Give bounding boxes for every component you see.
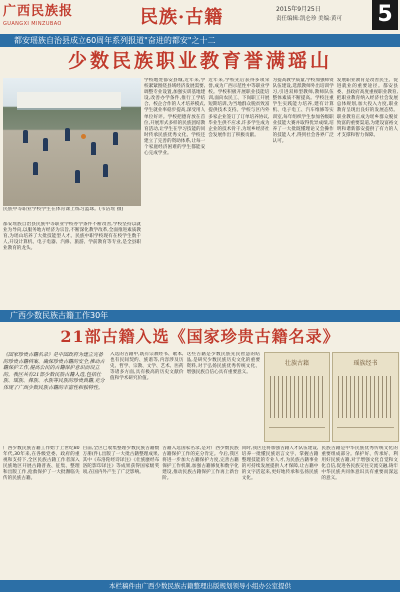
photo-caption: 民族中等职业学校学生在体育课上练习篮球。(韦洁瑶 摄) (3, 207, 124, 212)
article1-column: 发展职业教育是改善民生、促进就业的重要途径。都安县委、县政府高度重视职业教育,把职业教育纳入经济社会发展总体规划,加大投入力度,职业教育呈现出良好的发展态势。职业教育正成为瑶乡群众脱贫致富的重要渠道,为建设富裕文明和谐新都安提供了有力的人才支撑和智力保障。 (336, 78, 398, 138)
student-figure (113, 132, 118, 145)
student-figure (43, 138, 48, 151)
student-figure (33, 162, 38, 175)
article2-columns (110, 352, 260, 444)
article2-column: 入选的古籍中,既有宗教经书、歌本,也有民间契约、族谱等,内容涉及历史、哲学、宗教、文学、艺术、医药等诸多方面,具有极高的历史文献价值和学术研究价值。 (110, 352, 184, 382)
newspaper-logo (3, 3, 89, 31)
series-banner (0, 34, 400, 47)
page-edge (337, 427, 394, 428)
page-number: 5 (372, 0, 398, 30)
article1-column: 近年来,学校先后获得多项荣誉,成为广西示范性中等职业学校。学校积极开展职业技能培训,面向农民工、下岗职工开展短期培训,为当地群众脱贫致富提供技术支持。学校与区内外多家企业签订了订单培养协议,毕业生供不应求,许多学生成为企业的技术骨干,为瑶乡经济社会发展作出了积极贡献。 (208, 78, 270, 138)
article1-headline: 少数民族职业教育誉满瑶山 (67, 50, 332, 72)
article2-lead: 《国家珍贵古籍名录》是中国政府为建立完备的珍贵古籍档案、确保珍贵古籍的安全,推动古籍保护工作,提高公民的古籍保护意识而设立的。我区共有21部少数民族古籍入选,包括壮族、瑶族、彝族、水族等民族的珍贵典籍,充分体现了广西少数民族古籍的丰富性和独特性。 (3, 352, 105, 391)
student-figure (103, 164, 108, 177)
ancient-book-photo (264, 352, 330, 442)
footer-credit: 本栏稿件由广西少数民族古籍整理出版规划领导小组办公室提供 (0, 580, 400, 592)
logo-text: 广西民族报 (3, 4, 74, 19)
school-building (17, 92, 121, 110)
ancient-book-photo (332, 352, 399, 442)
article1-column: 学校地处都安县城,近年来,学校紧紧围绕县域经济发展需要,调整专业设置,加强实训基地建设,改善办学条件,推行工学结合、校企合作的人才培养模式,学生就业率稳步提高,深受用人单位好评。学校把德育放在首位,开展形式多样的民族团结教育活动,让学生在学习技能的同时传承民族优秀文化。学校还建立了完善的资助体系,让每一个家庭经济困难的学生都能安心完成学业。 (144, 78, 206, 157)
article2-body-column: 目前,全区已收集整理少数民族古籍数万册(件),出版了一大批古籍整理成果,其中《布洛陀经诗译注》《壮族麽经布洛陀影印译注》等成果获得国家级奖项,在国内外产生了广泛影响。 (82, 446, 160, 476)
logo-subtitle: GUANGXI MINZUBAO (3, 21, 62, 27)
article2-headline: 21部古籍入选《国家珍贵古籍名录》 (60, 327, 340, 346)
article2-column: 这些古籍是少数民族先民智慧的结晶,是研究少数民族历史文化的重要资料,对于弘扬民族优秀传统文化、增强民族自信心具有重要意义。 (186, 352, 260, 376)
student-figure (23, 130, 28, 143)
article1-columns (144, 78, 398, 308)
basketball (81, 134, 86, 139)
editor-credits: 责任编辑:凯仑珍 美编:黄可 (276, 16, 342, 22)
series-banner-text: 都安瑶族自治县成立60周年系列报道"奋进的都安"之十二 (14, 36, 216, 45)
ancient-book-title: 瑶族经书 (353, 360, 378, 368)
student-figure (91, 142, 96, 155)
manuscript-text (338, 376, 393, 418)
sub-banner-text: 广西少数民族古籍工作30年 (10, 311, 109, 320)
article2-body-column: 广西少数民族古籍工作始于上世纪80年代,30年来,在各级党委、政府的重视和支持下,全区民族古籍工作者深入民族地区开展古籍普查、征集、整理和出版工作,抢救保护了一大批濒临失传的民族古籍。 (3, 446, 80, 482)
article1-column: 为提高教学质量,学校加强师资队伍建设,选派教师外出培训学习,引进双师型教师,教师队伍整体素质不断提高。学校注重学生实践能力培养,建有计算机、电子电工、汽车维修等实训室,每年组织学生参加各级职业技能大赛并取得优异成绩,培养了一大批既懂理论又会操作的技能人才,得到社会各界广泛认可。 (272, 78, 334, 144)
page-edge (269, 427, 325, 428)
sub-series-banner (0, 310, 400, 322)
student-figure (75, 170, 80, 183)
article2-body-columns (3, 446, 398, 576)
masthead (0, 0, 400, 34)
article2-body-column: 古籍入选国家名录,是对广西少数民族古籍保护工作的充分肯定。今后,我区将进一步加大古籍保护力度,完善古籍保护工作机制,加强古籍修复和数字化建设,推动民族古籍保护工作再上新台阶。 (162, 446, 239, 482)
issue-date: 2015年9月25日 (276, 6, 321, 13)
ancient-book-title: 壮族古籍 (284, 360, 309, 368)
basketball-court-photo (3, 78, 141, 206)
manuscript-text (270, 376, 324, 418)
article2-body-column: 同时,我区还将加强古籍人才队伍建设,培养一批懂民族语言文字、掌握古籍整理技能的专业人才,为民族古籍事业的可持续发展提供人才保障,让古籍中的文字活起来,更好地传承和弘扬民族文化。 (241, 446, 319, 482)
student-figure (65, 128, 70, 141)
article1-text-left: 都安瑶族自治县民族中等职业学校办学条件不断改善,学校坚持以就业为导向,以服务地方经济为宗旨,不断深化教学改革,全面推进素质教育,为瑶山培养了大批技能型人才。民族中职学校现有在校学生数千人,开设计算机、电子电器、汽修、旅游、学前教育等专业,是全县职业教育的龙头。 (3, 222, 141, 252)
article2-body-column: 民族古籍是中华民族优秀传统文化的重要组成部分。保护好、传承好、利用好民族古籍,对于增强文化自觉和文化自信,促进各民族交往交流交融,铸牢中华民族共同体意识具有重要而深远的意义。 (321, 446, 398, 482)
section-title: 民族·古籍 (140, 7, 224, 28)
